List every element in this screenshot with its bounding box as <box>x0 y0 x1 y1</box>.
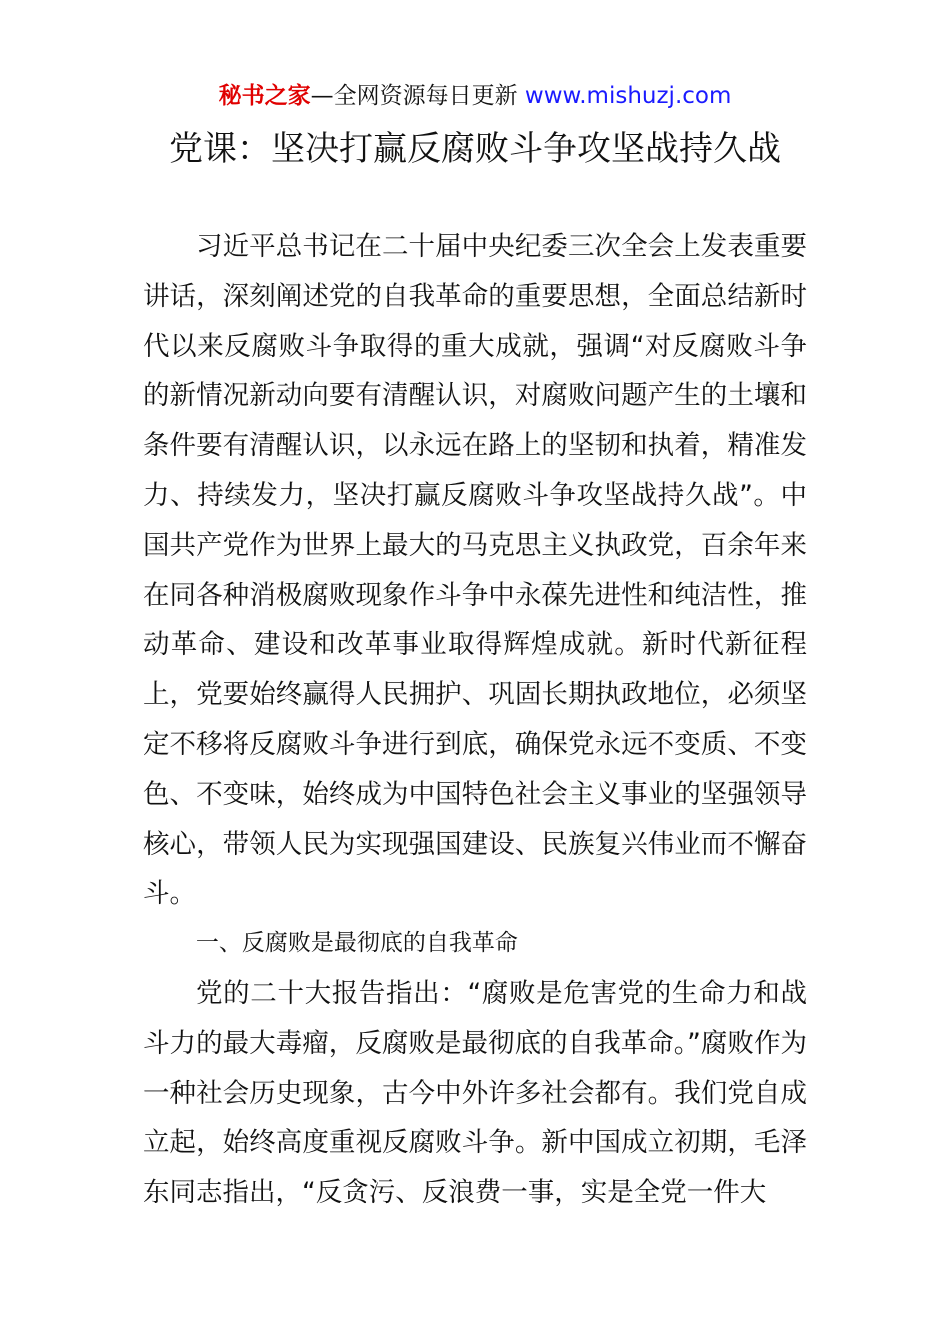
section-heading-1: 一、反腐败是最彻底的自我革命 <box>195 930 518 957</box>
paragraph-section-1: 党的二十大报告指出：“腐败是危害党的生命力和战斗力的最大毒瘤，反腐败是最彻底的自我革命。”腐败作为一种社会历史现象，古今中外许多社会都有。我们党自成立起，始终高度重视反腐败斗争。新中国成立初期，毛泽东同志指出，“反贪污、反浪费一事，实是全党一件大 <box>143 977 807 1209</box>
site-tagline: —全网资源每日更新 <box>310 83 525 109</box>
site-header <box>0 80 950 112</box>
document-body <box>143 222 807 1218</box>
paragraph-intro: 习近平总书记在二十届中央纪委三次全会上发表重要讲话，深刻阐述党的自我革命的重要思想，全面总结新时代以来反腐败斗争取得的重大成就，强调“对反腐败斗争的新情况新动向要有清醒认识，对腐败问题产生的土壤和条件要有清醒认识，以永远在路上的坚韧和执着，精准发力、持续发力，坚决打赢反腐败斗争攻坚战持久战”。中国共产党作为世界上最大的马克思主义执政党，百余年来在同各种消极腐败现象作斗争中永葆先进性和纯洁性，推动革命、建设和改革事业取得辉煌成就。新时代新征程上，党要始终赢得人民拥护、巩固长期执政地位，必须坚定不移将反腐败斗争进行到底，确保党永远不变质、不变色、不变味，始终成为中国特色社会主义事业的坚强领导核心，带领人民为实现强国建设、民族复兴伟业而不懈奋斗。 <box>143 231 807 910</box>
site-brand: 秘书之家 <box>218 83 311 109</box>
site-url-link[interactable]: www.mishuzj.com <box>524 83 732 109</box>
document-title: 党课：坚决打赢反腐败斗争攻坚战持久战 <box>169 129 781 169</box>
